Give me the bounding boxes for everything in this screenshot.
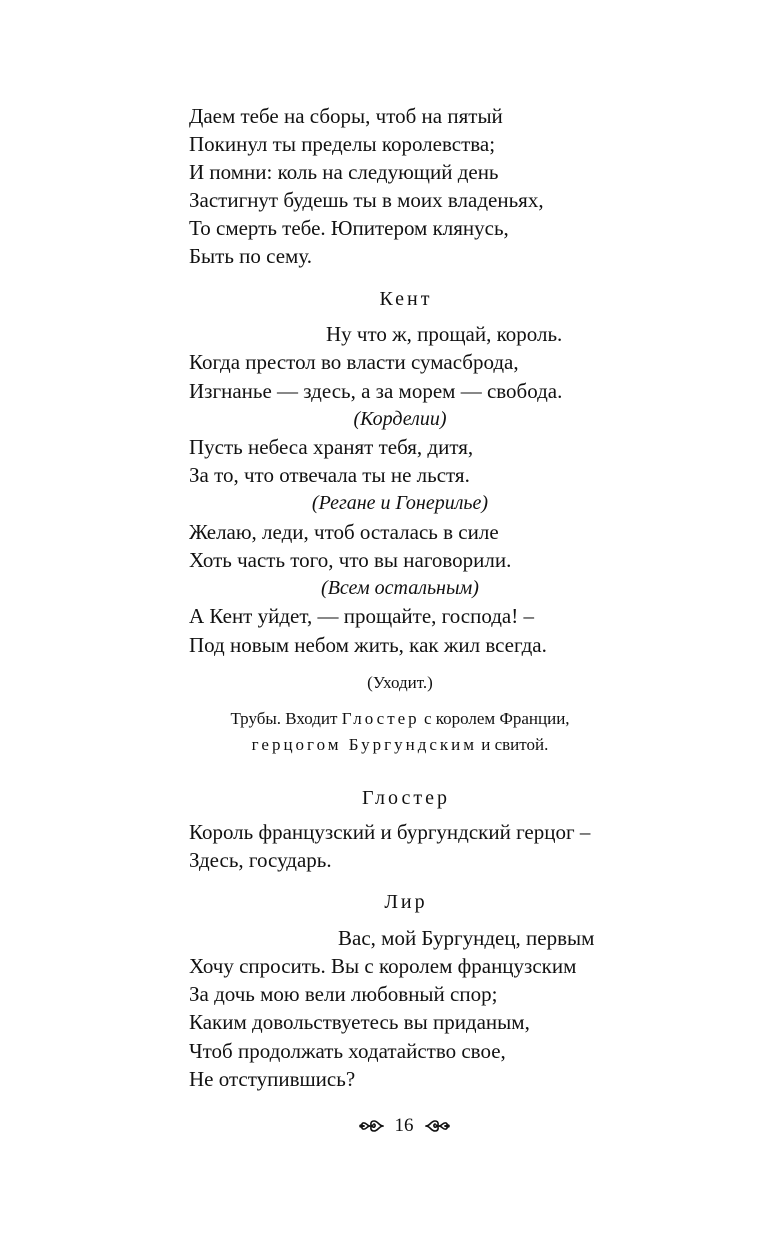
page-footer — [0, 1112, 768, 1140]
verse-line: Когда престол во власти сумасброда, — [189, 350, 519, 374]
speaker-lir: Лир — [384, 891, 428, 913]
verse-line: Даем тебе на сборы, чтоб на пятый — [189, 104, 503, 128]
verse-line: Быть по сему. — [189, 244, 312, 268]
stage-direction: (Регане и Гонерилье) — [311, 492, 489, 514]
verse-line: Вас, мой Бургундец, первым — [338, 926, 595, 950]
verse-line: Хоть часть того, что вы наговорили. — [189, 548, 512, 572]
stage-text: Трубы. Входит — [230, 709, 342, 728]
verse-line: То смерть тебе. Юпитером клянусь, — [189, 216, 509, 240]
verse-line: Желаю, леди, чтоб осталась в силе — [189, 520, 499, 544]
verse-line: Хочу спросить. Вы с королем французским — [189, 954, 577, 978]
page-number: 16 — [394, 1115, 414, 1136]
flourish-right-icon — [424, 1116, 450, 1136]
verse-line: Покинул ты пределы королевства; — [189, 132, 496, 156]
verse-line: Король французский и бургундский герцог – — [189, 820, 591, 844]
verse-line: Изгнанье — здесь, а за морем — свобода. — [189, 379, 563, 403]
character-name-gloster: Глостер — [341, 709, 420, 728]
verse-line: За то, что отвечала ты не льстя. — [189, 463, 470, 487]
verse-line: Каким довольствуетесь вы приданым, — [189, 1010, 530, 1034]
verse-line: Ну что ж, прощай, король. — [326, 322, 563, 346]
verse-line: Чтоб продолжать ходатайство свое, — [189, 1039, 506, 1063]
verse-line: Здесь, государь. — [189, 848, 332, 872]
speaker-kent: Кент — [379, 288, 433, 310]
verse-line: И помни: коль на следующий день — [189, 160, 499, 184]
stage-direction: (Корделии) — [353, 408, 447, 430]
verse-line: Под новым небом жить, как жил всегда. — [189, 633, 547, 657]
verse-line: Застигнут будешь ты в моих владеньях, — [189, 188, 544, 212]
stage-direction-entrance-line1 — [0, 706, 768, 732]
verse-line: А Кент уйдет, — прощайте, господа! – — [189, 604, 534, 628]
verse-line: Не отступившись? — [189, 1067, 356, 1091]
verse-line: За дочь мою вели любовный спор; — [189, 982, 498, 1006]
verse-line: Пусть небеса хранят тебя, дитя, — [189, 435, 474, 459]
stage-direction-entrance-line2 — [0, 732, 768, 758]
stage-direction: (Всем остальным) — [321, 577, 479, 599]
flourish-left-icon — [359, 1116, 385, 1136]
character-name-burgundy: герцогом Бургундским — [251, 735, 477, 754]
stage-text: с королем Франции, — [419, 709, 570, 728]
stage-text: и свитой. — [477, 735, 549, 754]
speaker-gloster: Глостер — [361, 787, 451, 809]
exit-direction: (Уходит.) — [367, 673, 433, 692]
